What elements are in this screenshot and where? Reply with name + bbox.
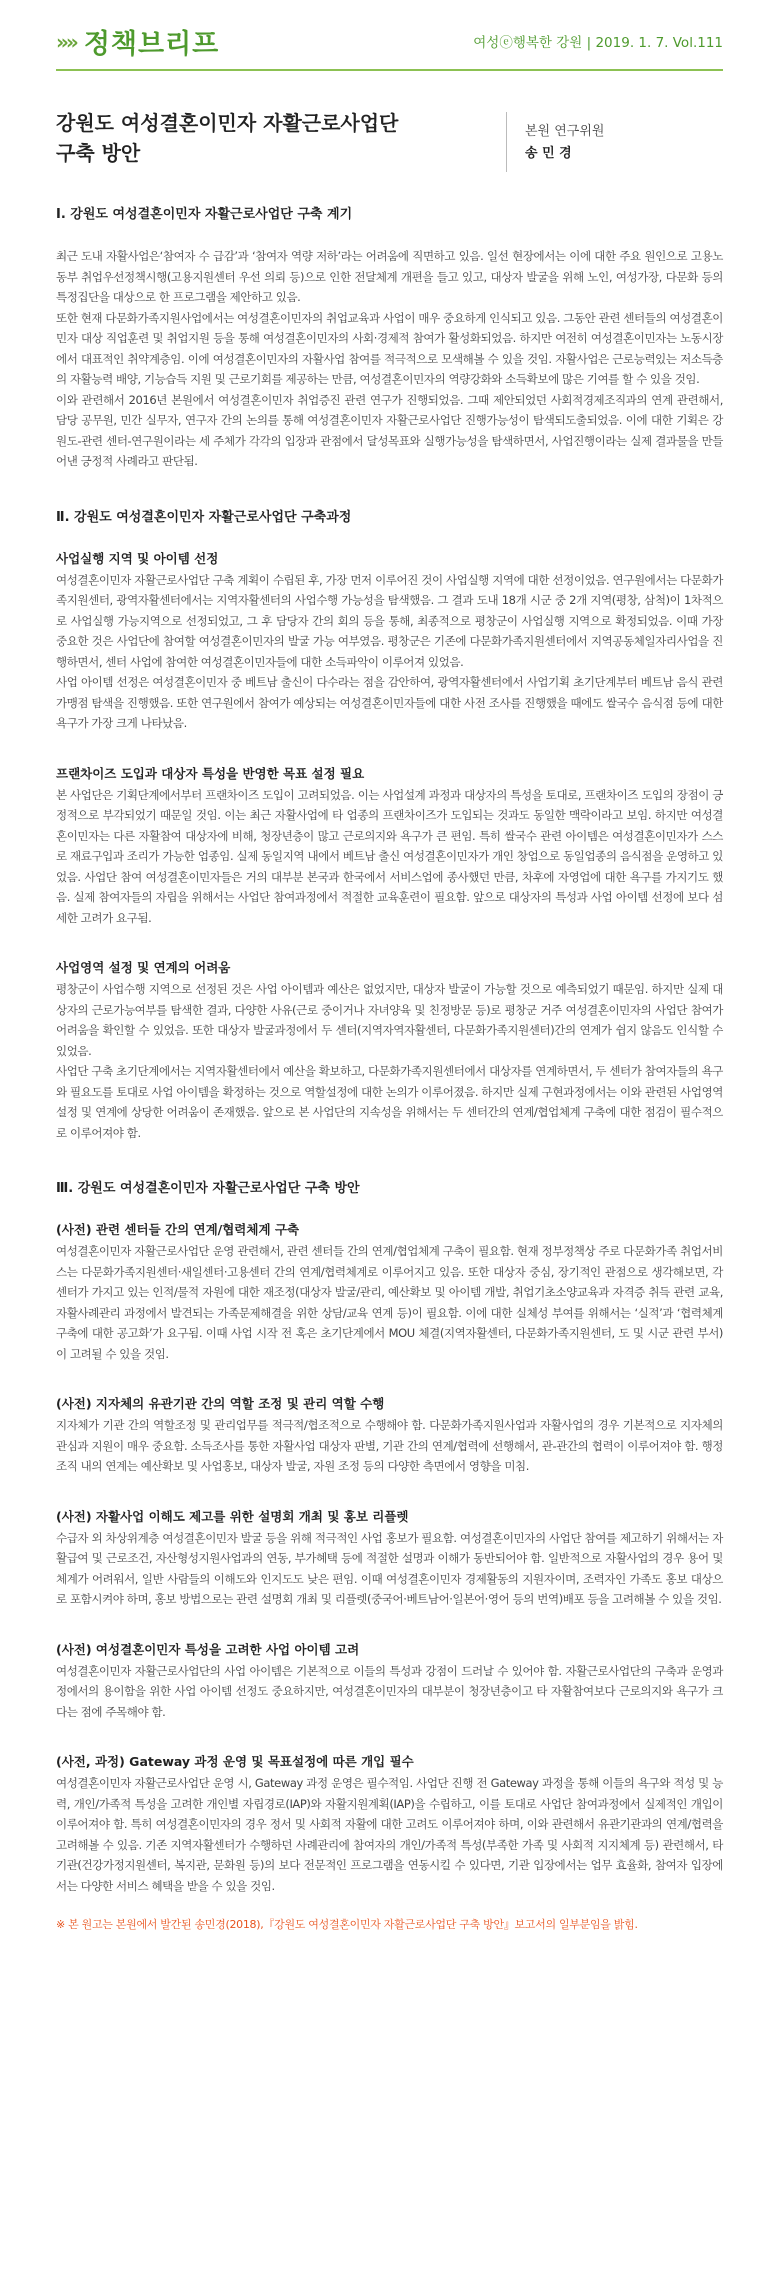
section-1 — [56, 203, 723, 472]
subsection-spacer — [56, 1477, 723, 1507]
paragraph: 평창군이 사업수행 지역으로 선정된 것은 사업 아이템과 예산은 없었지만, 대상자 발굴이 가능할 것으로 예측되었기 때문임. 하지만 실제 대상자의 근로가능여부를 탐색한 결과, 다양한 사유(근로 중이거나 자녀양육 및 친정방문 등)로 평창군 거주 여성결혼이민자의 사업단 참여가 어려움을 확인할 수 있었음. 또한 대상자 발굴과정에서 두 센터(지역자역자활센터, 다문화가족지원센터)간의 연계가 쉽지 않음도 인식할 수 있었음. — [56, 982, 723, 1058]
issue-info: 여성ⓔ행복한 강원 | 2019. 1. 7. Vol.111 — [473, 35, 723, 51]
section-3 — [56, 1177, 723, 1896]
paragraph: 수급자 외 차상위계층 여성결혼이민자 발굴 등을 위해 적극적인 사업 홍보가 필요함. 여성결혼이민자의 사업단 참여를 제고하기 위해서는 자활급여 및 근로조건, 자산형성지원사업과의 연동, 부가혜택 등에 적절한 설명과 이해가 동반되어야 함. 일반적으로 자활사업의 경우 용어 및 체계가 어려워서, 일반 사람들의 이해도와 인지도도 낮은 편임. 이때 여성결혼이민자 경제활동의 지원자이며, 조력자인 가족도 홍보 대상으로 포함시켜야 하며, 홍보 방법으로는 관련 설명회 개최 및 리플렛(중국어·베트남어·일본어·영어 등의 번역)배포 등을 고려해볼 수 있을 것임. — [56, 1530, 723, 1606]
subsection-heading: (사전) 자활사업 이해도 제고를 위한 설명회 개최 및 홍보 리플렛 — [56, 1508, 409, 1524]
double-chevron-icon: »» — [56, 29, 76, 54]
subsection-heading: 사업실행 지역 및 아이템 선정 — [56, 550, 219, 566]
subsection-heading: (사전) 지자체의 유관기관 간의 역할 조정 및 관리 역할 수행 — [56, 1396, 385, 1411]
paragraph: 사업단 구축 초기단계에서는 지역자활센터에서 예산을 확보하고, 다문화가족지원센터에서 대상자를 연계하면서, 두 센터가 참여자들의 욕구와 필요도를 토대로 사업 아이템을 확정하는 것으로 역할설정에 대한 논의가 이루어졌음. 하지만 실제 구현과정에서는 이와 관련된 사업영역 설정 및 연계에 상당한 어려움이 존재했음. 앞으로 본 사업단의 지속성을 위해서는 두 센터간의 연계/협업체계 구축에 대한 점검이 필수적으로 이루어져야 함. — [56, 1064, 723, 1140]
section-title: Ⅰ. 강원도 여성결혼이민자 자활근로사업단 구축 계기 — [56, 207, 353, 222]
section-title: Ⅲ. 강원도 여성결혼이민자 자활근로사업단 구축 방안 — [56, 1181, 360, 1196]
paragraph: 여성결혼이민자 자활근로사업단 운영 관련해서, 관련 센터들 간의 연계/협업체계 구축이 필요함. 현재 정부정책상 주로 다문화가족 취업서비스는 다문화가족지원센터·새일센터·고용센터 간의 연계/협력체계로 이루어지고 있음. 또한 대상자 중심, 장기적인 관점으로 생각해보면, 각 센터가 가지고 있는 인적/물적 자원에 대한 재조정(대상자 발굴/관리, 예산확보 및 아이템 개발, 취업기초소양교육과 자격증 취득 관련 교육, 자활사례관리 과정에서 발견되는 가족문제해결을 위한 상담/교육 연계 등)이 필요함. 이에 대한 실체성 부여를 위해서는 ‘실적’과 ‘협력체계 구축에 대한 공고화’가 요구됨. 이때 사업 시작 전 혹은 초기단계에서 MOU 체결(지역자활센터, 다문화가족지원센터, 도 및 시군 관련 부서)이 고려될 수 있을 것임. — [56, 1244, 723, 1361]
subsection-heading: 프랜차이즈 도입과 대상자 특성을 반영한 목표 설정 필요 — [56, 765, 365, 781]
section-2 — [56, 506, 723, 1144]
subsection-spacer — [56, 928, 723, 958]
paragraph: 최근 도내 자활사업은‘참여자 수 급감’과 ‘참여자 역량 저하’라는 어려움에 직면하고 있음. 일선 현장에서는 이에 대한 주요 원인으로 고용노동부 취업우선정책시행(고용지원센터 우선 의뢰 등)으로 인한 전달체계 개편을 들고 있고, 대상자 발굴을 위해 노인, 여성가장, 다문화 등의 특정집단을 대상으로 한 프로그램을 제안하고 있음. — [56, 249, 723, 304]
header-divider — [56, 69, 723, 71]
paragraph: 지자체가 기관 간의 역할조정 및 관리업무를 적극적/협조적으로 수행해야 함. 다문화가족지원사업과 자활사업의 경우 기본적으로 지자체의 관심과 지원이 매우 중요함. 소득조사를 통한 자활사업 대상자 판별, 기관 간의 연계/협력에 선행해서, 관-관간의 협력이 이루어져야 함. 행정조직 내의 연계는 예산확보 및 사업홍보, 대상자 발굴, 자원 조정 등의 다양한 측면에서 영향을 미침. — [56, 1418, 723, 1473]
title-line-2: 구축 방안 — [56, 141, 141, 165]
subsection-heading: (사전) 여성결혼이민자 특성을 고려한 사업 아이템 고려 — [56, 1641, 360, 1657]
paragraph: 이와 관련해서 2016년 본원에서 여성결혼이민자 취업증진 관련 연구가 진행되었음. 그때 제안되었던 사회적경제조직과의 연계 관련해서, 담당 공무원, 민간 실무자, 연구자 간의 논의를 통해 여성결혼이민자 자활근로사업단 진행가능성이 탐색되도출되었음. 이에 대한 기획은 강원도-관련 센터-연구원이라는 세 주체가 각각의 입장과 관점에서 달성목표와 실행가능성을 탐색하면서, 사업진행이라는 실제 결과물을 만들어낸 긍정적 사례라고 판단됨. — [56, 392, 723, 468]
subsection-heading: (사전) 관련 센터들 간의 연계/협력체계 구축 — [56, 1222, 300, 1237]
article-body — [56, 203, 723, 1932]
section-spacer — [56, 1143, 723, 1177]
source-footnote: ※ 본 원고는 본원에서 발간된 송민경(2018),『강원도 여성결혼이민자 자활근로사업단 구축 방안』보고서의 일부분임을 밝힘. — [56, 1918, 638, 1931]
logo-text: 정책브리프 — [83, 29, 220, 60]
section-title: Ⅱ. 강원도 여성결혼이민자 자활근로사업단 구축과정 — [56, 509, 352, 525]
title-line-1: 강원도 여성결혼이민자 자활근로사업단 — [56, 111, 399, 135]
subsection-spacer — [56, 1722, 723, 1752]
author-name: 송 민 경 — [525, 146, 572, 161]
paragraph: 여성결혼이민자 자활근로사업단의 사업 아이템은 기본적으로 이들의 특성과 강점이 드러날 수 있어야 함. 자활근로사업단의 구축과 운영과정에서의 용이함을 위한 사업 아이템 선정도 중요하지만, 여성결혼이민자의 대부분이 청장년층이고 타 자활참여보다 근로의지와 욕구가 크다는 점에 주목해야 함. — [56, 1663, 723, 1719]
subsection-spacer — [56, 734, 723, 764]
brand-logo — [56, 22, 219, 61]
paragraph: 여성결혼이민자 자활근로사업단 구축 계획이 수립된 후, 가장 먼저 이루어진 것이 사업실행 지역에 대한 선정이었음. 연구원에서는 다문화가족지원센터, 광역자활센터에서는 지역자활센터의 사업수행 가능성을 탐색했음. 그 결과 도내 18개 시군 중 2개 지역(평창, 삼척)이 1차적으로 사업실행 가능지역으로 선정되었고, 그 후 담당자 간의 회의 등을 통해, 최종적으로 평창군이 사업실행 지역으로 확정되었음. 이때 가장 중요한 것은 사업단에 참여할 여성결혼이민자의 발굴 가능 여부였음. 평창군은 기존에 다문화가족지원센터에서 지역공동체일자리사업을 진행하면서, 센터 사업에 참여한 여성결혼이민자들에 대한 소득파악이 이루어져 있었음. — [56, 572, 723, 669]
page-title — [56, 108, 496, 168]
paragraph: 사업 아이템 선정은 여성결혼이민자 중 베트남 출신이 다수라는 점을 감안하여, 광역자활센터에서 사업기획 초기단계부터 베트남 음식 관련 가맹점 탐색을 진행했음. 또한 연구원에서 참여가 예상되는 여성결혼이민자들에 대한 사전 조사를 진행했을 때에도 쌀국수 음식점 등에 대한 욕구가 가장 크게 나타났음. — [56, 675, 723, 730]
header — [0, 0, 779, 60]
subsection-spacer — [56, 1364, 723, 1394]
title-divider — [506, 112, 507, 172]
paragraph: 또한 현재 다문화가족지원사업에서는 여성결혼이민자의 취업교육과 사업이 매우 중요하게 인식되고 있음. 그동안 관련 센터들의 여성결혼이민자 대상 직업훈련 및 취업지원 등을 통해 여성결혼이민자의 사회·경제적 참여가 활성화되었음. 하지만 여전히 여성결혼이민자는 노동시장에서 대표적인 취약계층임. 이에 여성결혼이민자의 자활사업 참여를 적극적으로 모색해볼 수 있을 것임. 자활사업은 근로능력있는 저소득층의 자활능력 배양, 기능습득 지원 및 근로기회를 제공하는 만큼, 여성결혼이민자의 역량강화와 소득확보에 많은 기여를 할 수 있을 것임. — [56, 310, 723, 386]
subsection-spacer — [56, 1610, 723, 1640]
paragraph: 본 사업단은 기획단계에서부터 프랜차이즈 도입이 고려되었음. 이는 사업설계 과정과 대상자의 특성을 토대로, 프랜차이즈 도입의 장점이 긍정적으로 부각되었기 때문일 것임. 이는 최근 자활사업에 타 업종의 프랜차이즈가 도입되는 것과도 동일한 맥락이라고 보임. 하지만 여성결혼이민자는 다른 자활참여 대상자에 비해, 청장년층이 많고 근로의지와 욕구가 큰 편임. 특히 쌀국수 관련 아이템은 여성결혼이민자가 스스로 재료구입과 조리가 가능한 업종임. 실제 동일지역 내에서 베트남 출신 여성결혼이민자가 개인 창업으로 동일업종의 음식점을 운영하고 있었음. 사업단 참여 여성결혼이민자들은 거의 대부분 본국과 한국에서 서비스업에 종사했던 만큼, 차후에 자영업에 대한 욕구를 가지기도 했음. 실제 참여자들의 자립을 위해서는 사업단 참여과정에서 적절한 교육훈련이 필요함. 앞으로 대상자의 특성과 사업 아이템 선정에 보다 섬세한 고려가 요구됨. — [56, 787, 723, 925]
author-role: 본원 연구위원 — [525, 124, 605, 139]
section-spacer — [56, 472, 723, 506]
paragraph: 여성결혼이민자 자활근로사업단 운영 시, Gateway 과정 운영은 필수적임. 사업단 진행 전 Gateway 과정을 통해 이들의 욕구와 적성 및 능력, 개인/가족적 특성을 고려한 개인별 자립경로(IAP)와 자활지원계획(IAP)을 수립하고, 이를 토대로 사업단 참여과정에서 실제적인 개입이 이루어져야 함. 특히 여성결혼이민자의 경우 정서 및 사회적 자활에 대한 고려도 이루어져야 하며, 이와 관련해서 유관기관과의 연계/협력을 고려해볼 수 있음. 기존 지역자활센터가 수행하던 사례관리에 참여자의 개인/가족적 특성(부족한 가족 및 사회적 지지체계 등) 관련해서, 타 기관(건강가정지원센터, 복지관, 문화원 등)의 보다 전문적인 프로그램을 연동시킬 수 있다면, 기관 입장에서는 업무 효율화, 참여자 입장에서는 다양한 서비스 혜택을 받을 수 있을 것임. — [56, 1776, 723, 1893]
subsection-heading: 사업영역 설정 및 연계의 어려움 — [56, 960, 231, 975]
subsection-heading: (사전, 과정) Gateway 과정 운영 및 목표설정에 따른 개입 필수 — [56, 1754, 414, 1769]
